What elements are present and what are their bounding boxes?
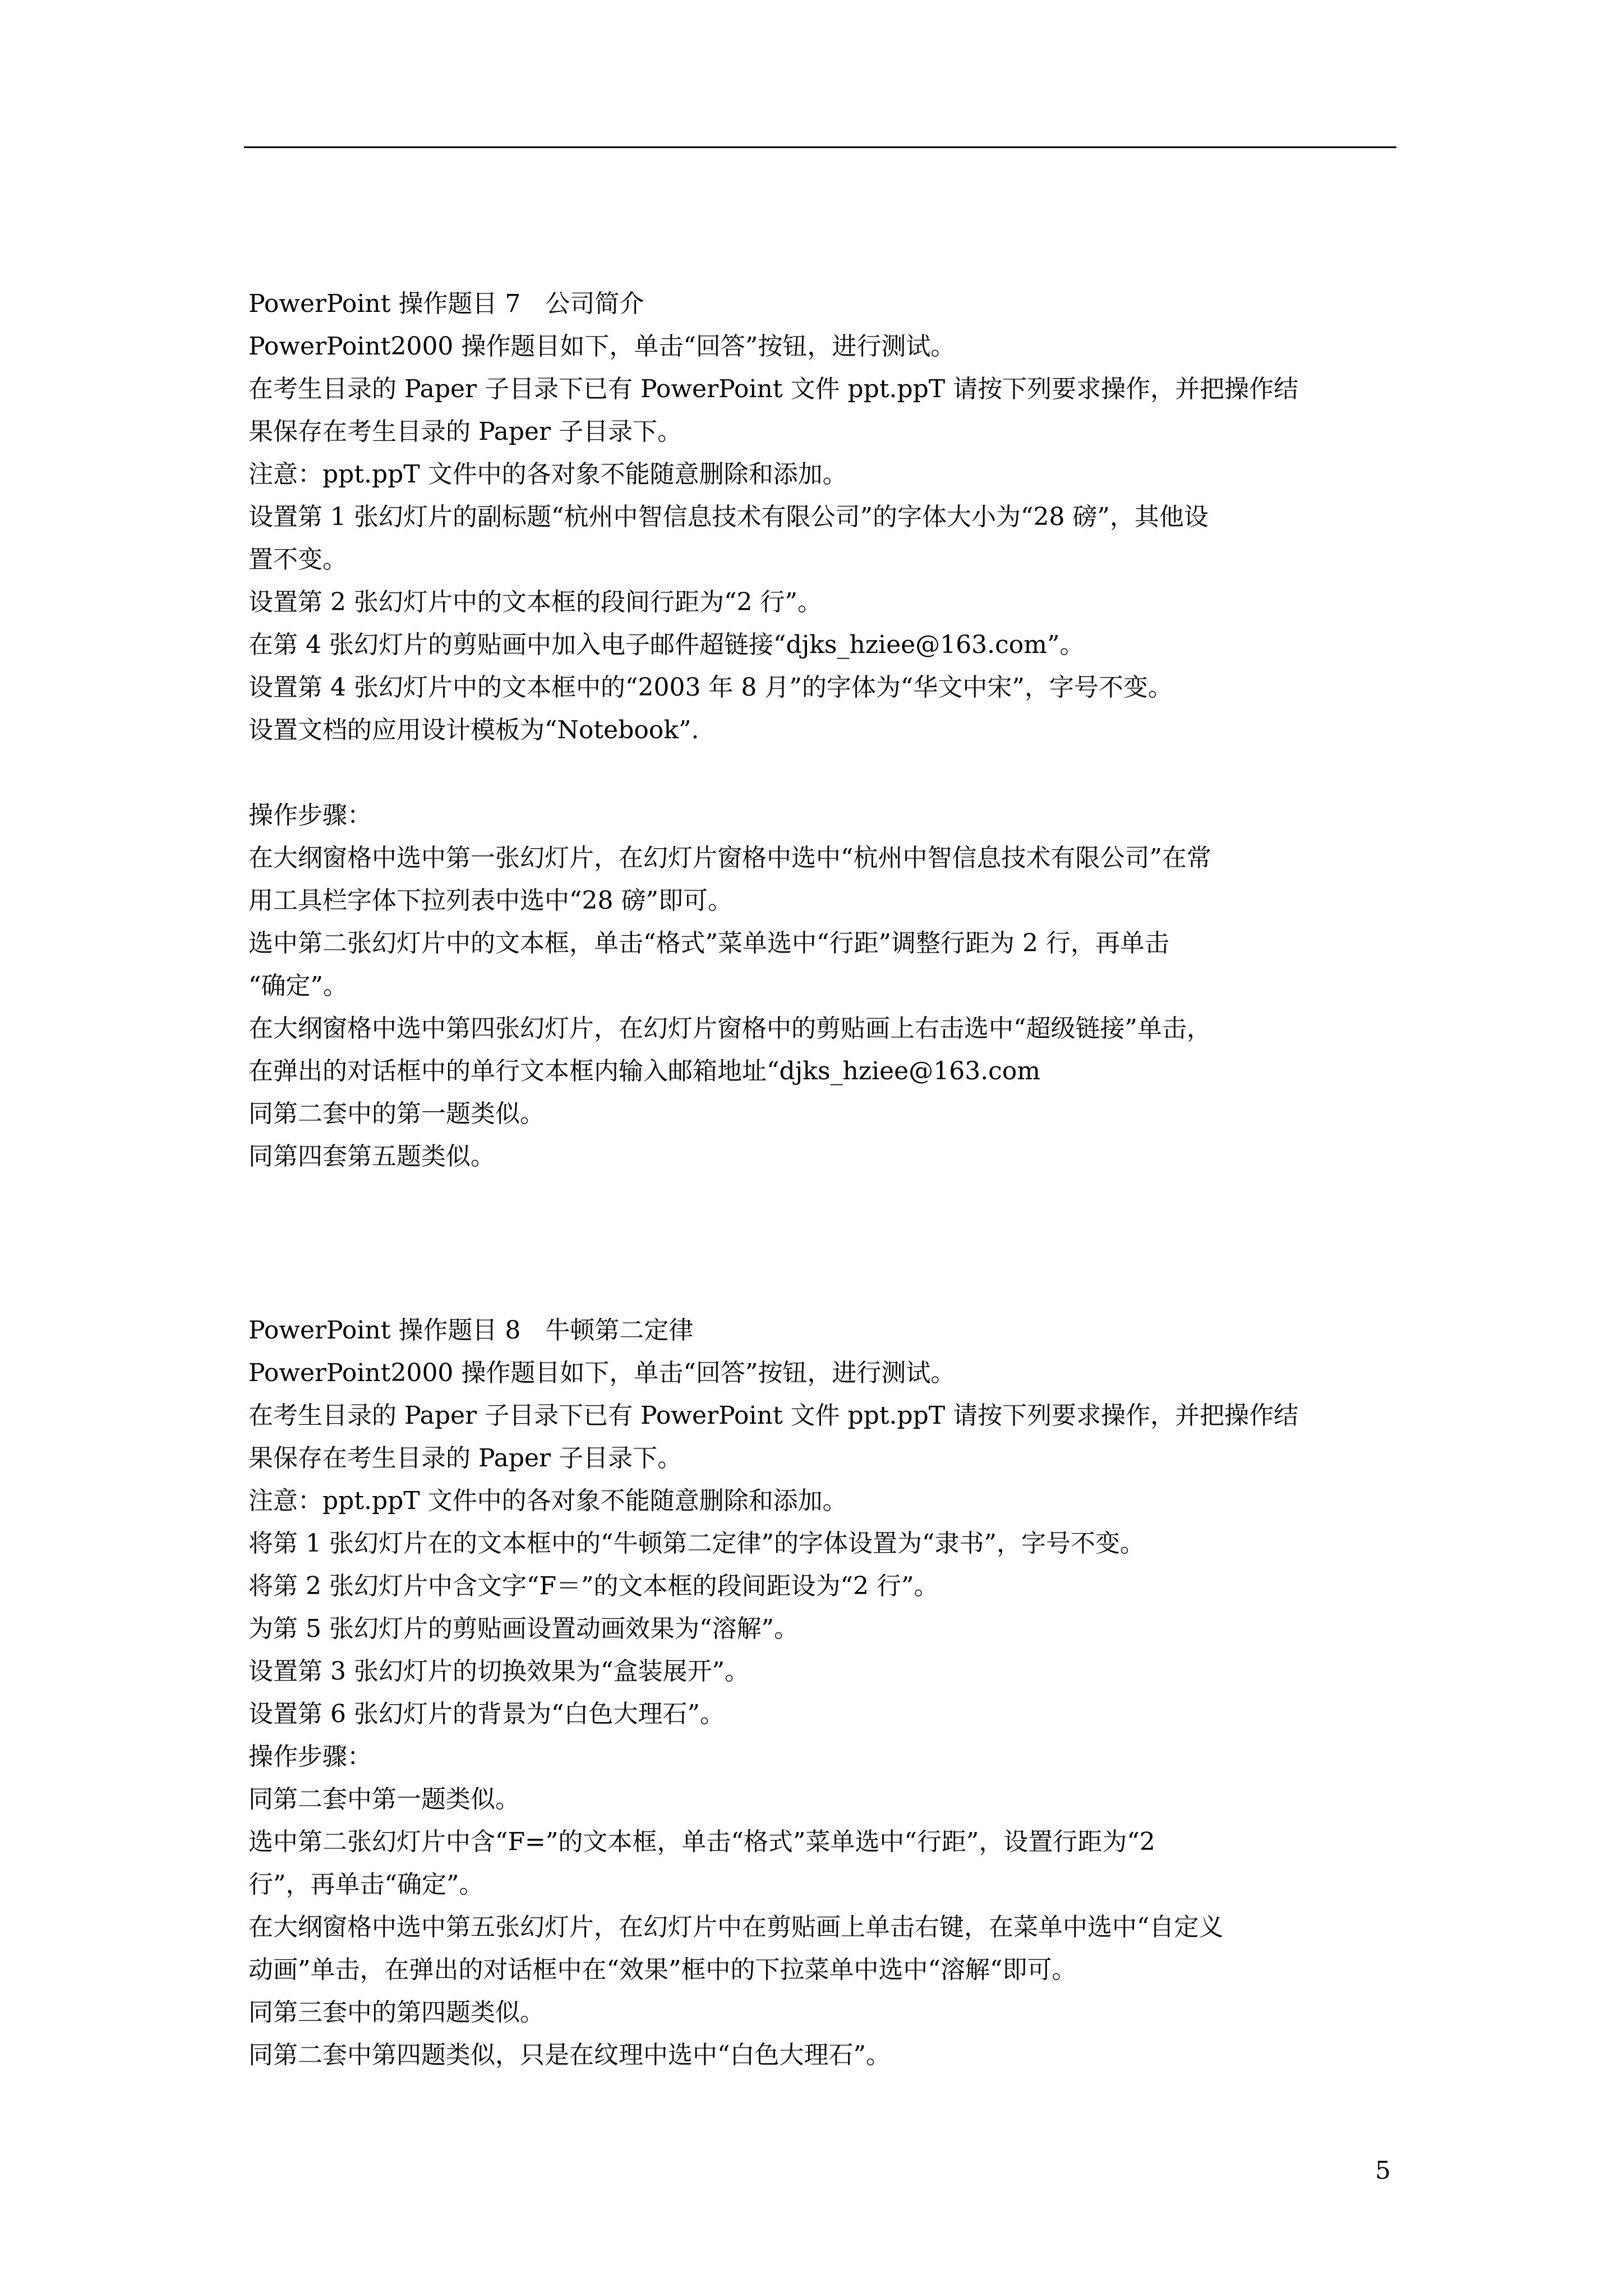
step-line: 选中第二张幻灯片中含“F=”的文本框，单击“格式”菜单选中“行距”，设置行距为“2 xyxy=(248,1828,1155,1856)
step-line: 用工具栏字体下拉列表中选中“28 磅”即可。 xyxy=(248,886,732,915)
instruction-line: 在考生目录的 Paper 子目录下已有 PowerPoint 文件 ppt.ppT 请按下列要求操作，并把操作结 xyxy=(248,375,1299,403)
requirement-line: 设置文档的应用设计模板为“Notebook”. xyxy=(248,716,699,744)
requirement-line: 将第 2 张幻灯片中含文字“F＝”的文本框的段间距设为“2 行”。 xyxy=(248,1572,939,1600)
requirement-line: 设置第 6 张幻灯片的背景为“白色大理石”。 xyxy=(248,1700,725,1728)
intro-text: PowerPoint2000 操作题目如下，单击“回答”按钮，进行测试。 xyxy=(248,1359,956,1387)
step-line: 在大纲窗格中选中第五张幻灯片，在幻灯片中在剪贴画上单击右键，在菜单中选中“自定义 xyxy=(248,1913,1224,1941)
step-line: 在弹出的对话框中的单行文本框内输入邮箱地址“djks_hziee@163.com xyxy=(248,1057,1041,1085)
requirement-line: 设置第 3 张幻灯片的切换效果为“盒装展开”。 xyxy=(248,1657,749,1686)
requirement-line: 设置第 4 张幻灯片中的文本框中的“2003 年 8 月”的字体为“华文中宋”，字号不变。 xyxy=(248,673,1173,702)
requirement-line: 设置第 1 张幻灯片的副标题“杭州中智信息技术有限公司”的字体大小为“28 磅”，其他设 xyxy=(248,503,1209,531)
step-line: 在大纲窗格中选中第一张幻灯片，在幻灯片窗格中选中“杭州中智信息技术有限公司”在常 xyxy=(248,844,1211,872)
note-text: 注意：ppt.ppT 文件中的各对象不能随意删除和添加。 xyxy=(248,1487,847,1515)
step-line: 同第四套第五题类似。 xyxy=(248,1142,495,1171)
instruction-line: 果保存在考生目录的 Paper 子目录下。 xyxy=(248,1444,683,1473)
instruction-line: 在考生目录的 Paper 子目录下已有 PowerPoint 文件 ppt.ppT 请按下列要求操作，并把操作结 xyxy=(248,1401,1299,1430)
step-line: 同第三套中的第四题类似。 xyxy=(248,1998,545,2027)
steps-heading: 操作步骤： xyxy=(248,1742,372,1771)
step-line: 同第二套中第一题类似。 xyxy=(248,1785,520,1814)
step-line: 在大纲窗格中选中第四张幻灯片，在幻灯片窗格中的剪贴画上右击选中“超级链接”单击， xyxy=(248,1014,1211,1043)
section-ppt-question-7 xyxy=(248,283,1395,1178)
requirement-line: 置不变。 xyxy=(248,545,347,574)
step-line: 选中第二张幻灯片中的文本框，单击“格式”菜单选中“行距”调整行距为 2 行，再单击 xyxy=(248,929,1169,958)
requirement-line: 在第 4 张幻灯片的剪贴画中加入电子邮件超链接“djks_hziee@163.com”。 xyxy=(248,631,1085,659)
step-line: 行”，再单击“确定”。 xyxy=(248,1870,484,1899)
header-rule xyxy=(244,146,1396,148)
note-text: 注意：ppt.ppT 文件中的各对象不能随意删除和添加。 xyxy=(248,460,847,489)
step-line: “确定”。 xyxy=(248,972,348,1000)
page-number: 5 xyxy=(1375,2156,1391,2185)
requirement-line: 设置第 2 张幻灯片中的文本框的段间行距为“2 行”。 xyxy=(248,588,822,616)
step-line: 同第二套中的第一题类似。 xyxy=(248,1099,545,1128)
step-line: 动画”单击，在弹出的对话框中在“效果”框中的下拉菜单中选中“溶解“即可。 xyxy=(248,1955,1077,1984)
steps-heading: 操作步骤： xyxy=(248,801,372,830)
step-line: 同第二套中第四题类似，只是在纹理中选中“白色大理石”。 xyxy=(248,2041,891,2069)
section-title: PowerPoint 操作题目 8 牛顿第二定律 xyxy=(248,1316,694,1345)
instruction-line: 果保存在考生目录的 Paper 子目录下。 xyxy=(248,417,683,446)
intro-text: PowerPoint2000 操作题目如下，单击“回答”按钮，进行测试。 xyxy=(248,332,956,361)
section-title: PowerPoint 操作题目 7 公司简介 xyxy=(248,289,644,318)
requirement-line: 将第 1 张幻灯片在的文本框中的“牛顿第二定律”的字体设置为“隶书”，字号不变。 xyxy=(248,1529,1145,1558)
blank-line xyxy=(248,752,1395,794)
section-ppt-question-8 xyxy=(248,1309,1395,2077)
requirement-line: 为第 5 张幻灯片的剪贴画设置动画效果为“溶解”。 xyxy=(248,1614,799,1643)
